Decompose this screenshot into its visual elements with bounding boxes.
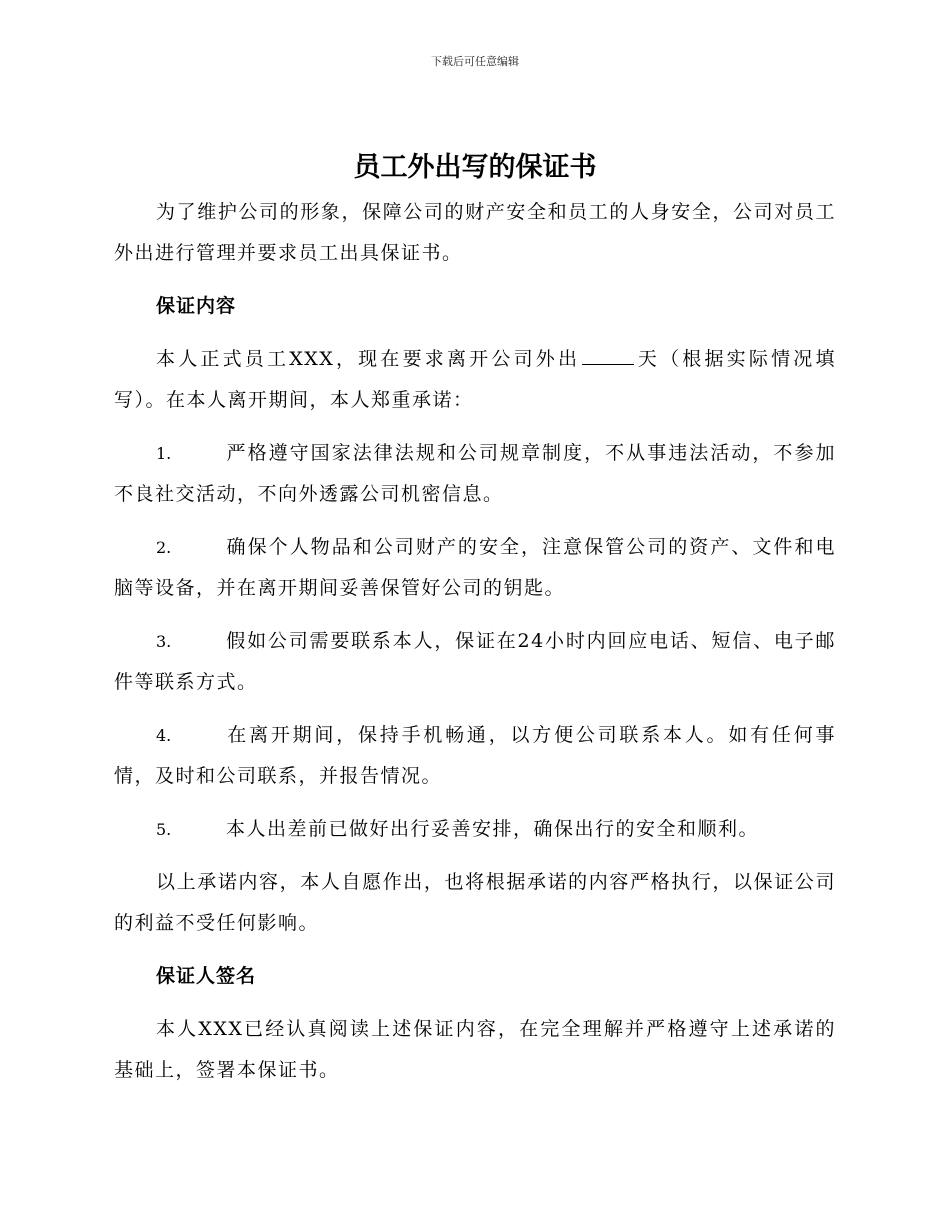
document-title: 员工外出写的保证书 [353, 152, 597, 183]
section-heading-signature: 保证人签名 [156, 965, 257, 987]
list-item [114, 809, 836, 850]
list-item-text: 假如公司需要联系本人，保证在24小时内回应电话、短信、电子邮件等联系方式。 [114, 630, 836, 693]
list-item-number: 5. [156, 820, 172, 839]
page-header-note: 下载后可任意编辑 [431, 55, 519, 68]
list-item [114, 621, 836, 703]
intro-paragraph: 为了维护公司的形象，保障公司的财产安全和员工的人身安全，公司对员工外出进行管理并要求员工出具保证书。 [114, 201, 836, 264]
list-item-number: 4. [156, 726, 172, 745]
list-item-number: 3. [156, 632, 172, 651]
section-heading-guarantee-content: 保证内容 [156, 295, 237, 317]
list-item-number: 1. [156, 444, 172, 463]
document-body [114, 192, 836, 1103]
list-item-text: 确保个人物品和公司财产的安全，注意保管公司的资产、文件和电脑等设备，并在离开期间妥善保管好公司的钥匙。 [114, 536, 836, 599]
list-item-text: 在离开期间，保持手机畅通，以方便公司联系本人。如有任何事情，及时和公司联系，并报告情况。 [114, 724, 836, 787]
statement-text-before-blank: 本人正式员工XXX，现在要求离开公司外出 [156, 348, 581, 370]
list-item [114, 527, 836, 609]
list-item-number: 2. [156, 538, 172, 557]
signature-paragraph: 本人XXX已经认真阅读上述保证内容，在完全理解并严格遵守上述承诺的基础上，签署本保证书。 [114, 1018, 836, 1081]
list-item [114, 433, 836, 515]
statement-text-after-blank: 天（根据实际情况填写）。在本人离开期间，本人郑重承诺： [114, 348, 836, 411]
list-item-text: 本人出差前已做好出行妥善安排，确保出行的安全和顺利。 [226, 818, 760, 840]
days-blank-line [582, 346, 634, 365]
statement-paragraph [114, 339, 836, 421]
closing-paragraph: 以上承诺内容，本人自愿作出，也将根据承诺的内容严格执行，以保证公司的利益不受任何影响。 [114, 871, 836, 934]
list-item [114, 715, 836, 797]
list-item-text: 严格遵守国家法律法规和公司规章制度，不从事违法活动，不参加不良社交活动，不向外透露公司机密信息。 [114, 442, 836, 505]
